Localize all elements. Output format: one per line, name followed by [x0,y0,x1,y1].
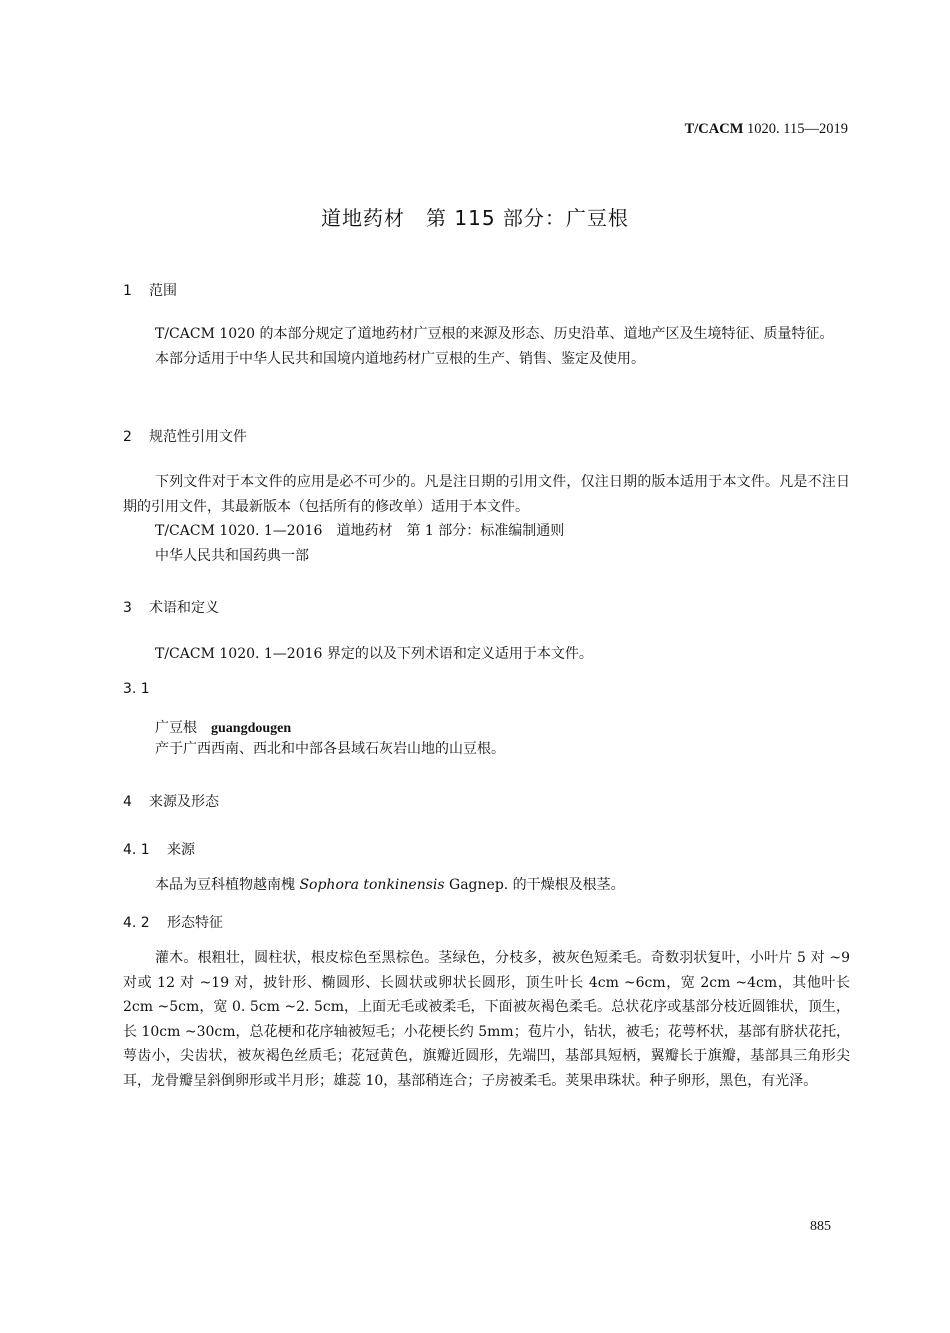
section-title: 规范性引用文件 [149,429,247,445]
source-text-pre: 本品为豆科植物越南槐 [155,877,300,893]
section-title: 来源及形态 [149,794,219,810]
section-1-body [123,322,850,371]
subsection-4-1-heading [123,839,195,859]
section-number: 2 [123,429,132,445]
source-paragraph [155,873,625,898]
subsection-title: 来源 [167,842,195,858]
section-4-heading [123,791,219,811]
reference-item: T/CACM 1020. 1—2016 道地药材 第 1 部分：标准编制通则 [155,523,565,539]
section-title: 范围 [149,283,177,299]
section-number: 1 [123,283,132,299]
standard-code [685,121,848,138]
paragraph: T/CACM 1020. 1—2016 界定的以及下列术语和定义适用于本文件。 [155,646,593,662]
paragraph: T/CACM 1020 的本部分规定了道地药材广豆根的来源及形态、历史沿革、道地产区及生境特征、质量特征。 [155,326,834,342]
paragraph: 灌木。根粗壮，圆柱状，根皮棕色至黑棕色。茎绿色，分枝多，被灰色短柔毛。奇数羽状复叶，小叶片 5 对 ~9 对或 12 对 ~19 对，披针形、椭圆形、长圆状或卵状长圆形，顶生叶长 4cm ~6cm，宽 2cm ~4cm，其他叶长 2cm ~5cm，宽 0. 5cm ~2. 5cm，上面无毛或被柔毛，下面被灰褐色柔毛。总状花序或基部分枝近圆锥状，顶生，长 10cm ~30cm，总花梗和花序轴被短毛；小花梗长约 5mm；苞片小，钻状，被毛；花萼杯状，基部有脐状花托，萼齿小，尖齿状，被灰褐色丝质毛；花冠黄色，旗瓣近圆形，先端凹，基部具短柄，翼瓣长于旗瓣，基部具三角形尖耳，龙骨瓣呈斜倒卵形或半月形；雄蕊 10，基部稍连合；子房被柔毛。荚果串珠状。种子卵形，黑色，有光泽。 [123,950,850,1089]
term-english: guangdougen [211,721,292,736]
subsection-3-1-number: 3. 1 [123,681,150,697]
subsection-number: 4. 1 [123,842,150,858]
code-rest: 1020. 115—2019 [743,121,848,137]
section-number: 3 [123,600,132,616]
subsection-number: 4. 2 [123,915,150,931]
subsection-4-2-heading [123,912,223,932]
term-chinese: 广豆根 [155,720,197,736]
page-number: 885 [810,1219,831,1234]
term-definition: 产于广西西南、西北和中部各县域石灰岩山地的山豆根。 [155,741,505,757]
page-title: 道地药材 第 115 部分：广豆根 [321,206,629,230]
subsection-title: 形态特征 [167,915,223,931]
paragraph: 本部分适用于中华人民共和国境内道地药材广豆根的生产、销售、鉴定及使用。 [155,350,645,367]
latin-name: Sophora tonkinensis [299,877,445,893]
source-text-post: Gagnep. 的干燥根及根茎。 [444,877,625,893]
reference-item: 中华人民共和国药典一部 [155,548,309,564]
paragraph: 下列文件对于本文件的应用是必不可少的。凡是注日期的引用文件，仅注日期的版本适用于本文件。凡是不注日期的引用文件，其最新版本（包括所有的修改单）适用于本文件。 [123,474,850,515]
section-2-heading [123,426,247,446]
section-number: 4 [123,794,132,810]
section-1-heading [123,280,177,300]
code-prefix: T/CACM [684,121,744,137]
morphology-body [123,946,850,1093]
section-title: 术语和定义 [149,600,219,616]
section-2-body [123,470,850,519]
section-3-heading [123,597,219,617]
term-entry [155,717,291,737]
